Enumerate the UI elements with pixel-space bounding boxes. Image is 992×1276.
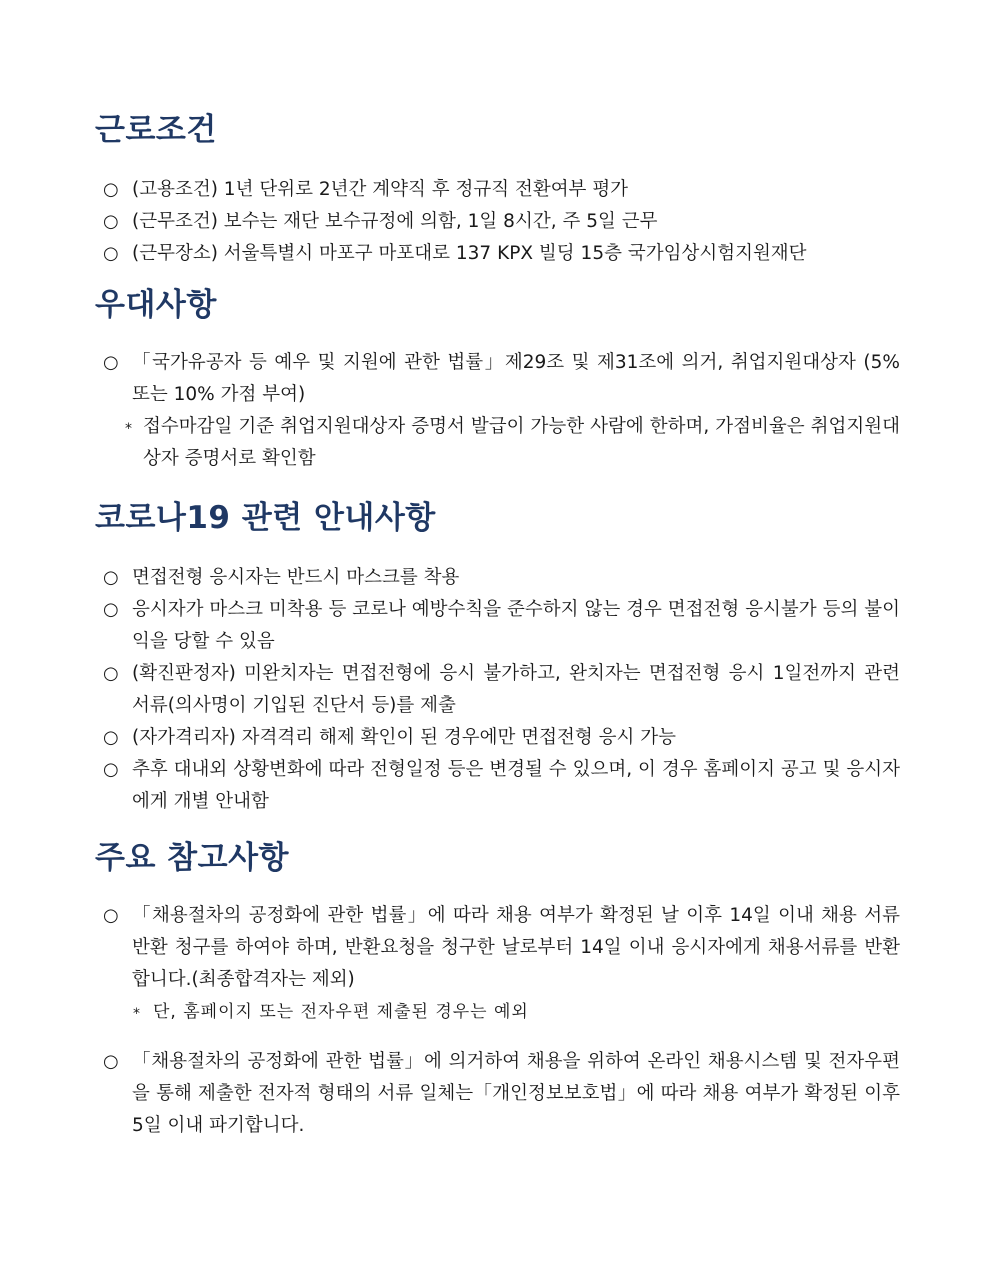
list-item-text: 「국가유공자 등 예우 및 지원에 관한 법률」제29조 및 제31조에 의거, 취업지원대상자 (5% 또는 10% 가점 부여): [132, 352, 900, 405]
section-working-conditions: [95, 110, 900, 270]
circle-bullet-icon: ○: [103, 211, 119, 232]
note-text: 단, 홈페이지 또는 전자우편 제출된 경우는 예외: [153, 1002, 529, 1022]
list-item-text: 추후 대내외 상황변화에 따라 전형일정 등은 변경될 수 있으며, 이 경우 홈페이지 공고 및 응시자에게 개별 안내함: [132, 759, 900, 812]
circle-bullet-icon: ○: [103, 599, 119, 620]
list-item: [95, 1046, 900, 1142]
list-item-text: 「채용절차의 공정화에 관한 법률」에 따라 채용 여부가 확정된 날 이후 14일 이내 채용 서류 반환 청구를 하여야 하며, 반환요청을 청구한 날로부터 14일 이내 응시자에게 채용서류를 반환합니다.(최종합격자는 제외): [132, 905, 900, 990]
section-heading: 코로나19 관련 안내사항: [95, 500, 436, 536]
circle-bullet-icon: ○: [103, 567, 119, 588]
list-item: [95, 206, 900, 238]
list-item-text: 「채용절차의 공정화에 관한 법률」에 의거하여 채용을 위하여 온라인 채용시스템 및 전자우편을 통해 제출한 전자적 형태의 서류 일체는「개인정보보호법」에 따라 채용 여부가 확정된 이후 5일 이내 파기합니다.: [132, 1051, 900, 1136]
section-heading: 주요 참고사항: [95, 840, 289, 876]
section-heading: 우대사항: [95, 287, 217, 323]
section-heading: 근로조건: [95, 112, 217, 148]
list-item: [95, 594, 900, 658]
note-item: [95, 996, 900, 1028]
circle-bullet-icon: ○: [103, 727, 119, 748]
circle-bullet-icon: ○: [103, 1051, 119, 1072]
list-item-text: (확진판정자) 미완치자는 면접전형에 응시 불가하고, 완치자는 면접전형 응시 1일전까지 관련 서류(의사명이 기입된 진단서 등)를 제출: [132, 663, 900, 716]
circle-bullet-icon: ○: [103, 905, 119, 926]
list-item: [95, 900, 900, 996]
asterisk-icon: *: [133, 1006, 141, 1022]
note-text: 접수마감일 기준 취업지원대상자 증명서 발급이 가능한 사람에 한하며, 가점비율은 취업지원대상자 증명서로 확인함: [143, 416, 900, 469]
list-item-text: (근무조건) 보수는 재단 보수규정에 의함, 1일 8시간, 주 5일 근무: [132, 211, 658, 232]
list-item: [95, 347, 900, 411]
list-item-text: 응시자가 마스크 미착용 등 코로나 예방수칙을 준수하지 않는 경우 면접전형 응시불가 등의 불이익을 당할 수 있음: [132, 599, 900, 652]
section-covid-notice: [95, 498, 900, 818]
asterisk-icon: *: [125, 421, 132, 437]
circle-bullet-icon: ○: [103, 243, 119, 264]
list-item-text: (고용조건) 1년 단위로 2년간 계약직 후 정규직 전환여부 평가: [132, 179, 629, 200]
list-item-text: 면접전형 응시자는 반드시 마스크를 착용: [132, 567, 460, 588]
list-item: [95, 754, 900, 818]
list-item: [95, 238, 900, 270]
circle-bullet-icon: ○: [103, 352, 119, 373]
circle-bullet-icon: ○: [103, 759, 119, 780]
circle-bullet-icon: ○: [103, 179, 119, 200]
note-item: [95, 411, 900, 475]
section-preferences: [95, 285, 900, 475]
circle-bullet-icon: ○: [103, 663, 119, 684]
list-item: [95, 722, 900, 754]
list-item-text: (근무장소) 서울특별시 마포구 마포대로 137 KPX 빌딩 15층 국가임상시험지원재단: [132, 243, 807, 264]
section-key-references: [95, 838, 900, 1142]
list-item: [95, 174, 900, 206]
list-item: [95, 658, 900, 722]
list-item: [95, 562, 900, 594]
list-item-text: (자가격리자) 자격격리 해제 확인이 된 경우에만 면접전형 응시 가능: [132, 727, 676, 748]
